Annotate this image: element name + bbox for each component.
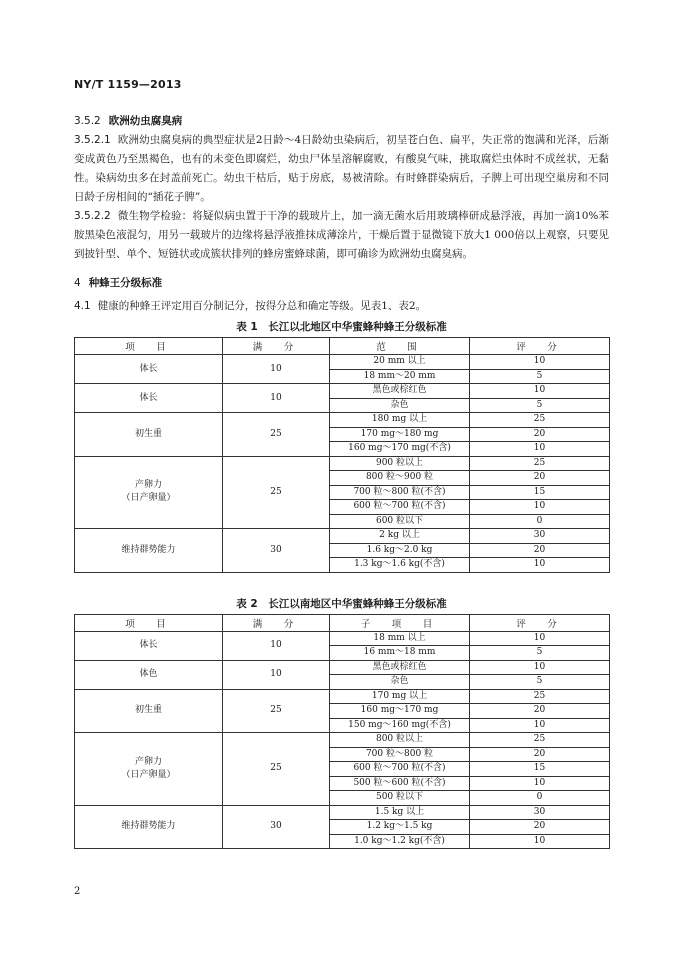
range-cell: 1.2 kg～1.5 kg <box>330 820 470 835</box>
item-name: 初生重 <box>134 428 162 439</box>
range-cell: 黑色或棕红色 <box>330 384 470 399</box>
item-cell <box>75 733 223 806</box>
score-cell: 15 <box>470 485 610 500</box>
item-cell <box>75 805 223 849</box>
heading-3-5-2 <box>74 112 609 131</box>
range-cell: 150 mg～160 mg(不含) <box>330 718 470 733</box>
item-name: 初生重 <box>134 705 162 716</box>
full-score-cell: 10 <box>223 660 330 689</box>
item-name: 维持群势能力 <box>121 821 176 832</box>
table-header-row <box>75 338 610 355</box>
table-row <box>75 689 610 704</box>
paragraph-text: 微生物学检验：将疑似病虫置于干净的载玻片上，加一滴无菌水后用玻璃棒研成悬浮液，再加一滴10%苯胺黑染色液混匀，用另一载玻片的边缘将悬浮液推抹成薄涂片，干燥后置于显微镜下放大1 000倍以上观察，只要见到披针型、单个、短链状或成簇状排列的蜂房蜜蜂球菌，即可确诊为欧洲幼虫腐臭病。 <box>74 210 609 260</box>
table-row <box>75 456 610 471</box>
item-subname: （日产卵量） <box>121 493 176 504</box>
range-cell: 800 粒～900 粒 <box>330 471 470 486</box>
score-cell: 5 <box>470 369 610 384</box>
paragraph-text: 欧洲幼虫腐臭病的典型症状是2日龄～4日龄幼虫染病后，初呈苍白色、扁平，失正常的饱满和光泽，后渐变成黄色乃至黑褐色，也有的未变色即腐烂，幼虫尸体呈溶解腐败，有酸臭气味，挑取腐烂虫体时不成丝状，无黏性。染病幼虫多在封盖前死亡。幼虫干枯后，贴于房底，易被清除。有时蜂群染病后，子脾上可出现空巢房和不同日龄子房相间的“插花子脾”。 <box>74 134 609 203</box>
table-row <box>75 660 610 675</box>
full-score-cell: 25 <box>223 733 330 806</box>
range-cell: 170 mg～180 mg <box>330 427 470 442</box>
range-cell: 600 粒～700 粒(不含) <box>330 500 470 515</box>
table-row <box>75 805 610 820</box>
section-number: 4.1 <box>74 300 91 312</box>
range-cell: 700 粒～800 粒(不含) <box>330 485 470 500</box>
range-cell: 170 mg 以上 <box>330 689 470 704</box>
score-cell: 25 <box>470 413 610 428</box>
item-cell <box>75 631 223 660</box>
score-cell: 30 <box>470 529 610 544</box>
score-cell: 20 <box>470 747 610 762</box>
section-title: 种蜂王分级标准 <box>88 277 163 289</box>
column-header: 满 分 <box>223 614 330 631</box>
heading-4 <box>74 274 609 293</box>
full-score-cell: 10 <box>223 631 330 660</box>
range-cell: 800 粒以上 <box>330 733 470 748</box>
table-row <box>75 733 610 748</box>
paragraph-3-5-2-2 <box>74 207 609 264</box>
score-cell: 10 <box>470 355 610 370</box>
item-name: 体长 <box>139 640 158 650</box>
table-row <box>75 631 610 646</box>
full-score-cell: 25 <box>223 413 330 457</box>
full-score-cell: 25 <box>223 456 330 529</box>
range-cell: 500 粒以下 <box>330 791 470 806</box>
item-cell <box>75 355 223 384</box>
score-cell: 10 <box>470 834 610 849</box>
table-2-title: 表 2 长江以南地区中华蜜蜂种蜂王分级标准 <box>236 597 447 610</box>
range-cell: 黑色或棕红色 <box>330 660 470 675</box>
range-cell: 180 mg 以上 <box>330 413 470 428</box>
section-number: 3.5.2.1 <box>74 134 111 146</box>
score-cell: 0 <box>470 791 610 806</box>
item-cell <box>75 660 223 689</box>
item-cell <box>75 456 223 529</box>
item-name: 产卵力 <box>134 756 162 767</box>
range-cell: 杂色 <box>330 398 470 413</box>
column-header: 项 目 <box>75 614 223 631</box>
range-cell: 18 mm 以上 <box>330 631 470 646</box>
range-cell: 160 mg～170 mg(不含) <box>330 442 470 457</box>
score-cell: 30 <box>470 805 610 820</box>
table-1 <box>74 337 610 573</box>
score-cell: 10 <box>470 631 610 646</box>
score-cell: 10 <box>470 660 610 675</box>
section-number: 4 <box>74 277 81 289</box>
section-title: 欧洲幼虫腐臭病 <box>108 115 183 127</box>
range-cell: 600 粒～700 粒(不含) <box>330 762 470 777</box>
score-cell: 25 <box>470 689 610 704</box>
range-cell: 700 粒～800 粒 <box>330 747 470 762</box>
item-cell <box>75 413 223 457</box>
score-cell: 25 <box>470 733 610 748</box>
score-cell: 20 <box>470 820 610 835</box>
table-header-row <box>75 614 610 631</box>
score-cell: 20 <box>470 427 610 442</box>
full-score-cell: 10 <box>223 355 330 384</box>
range-cell: 1.6 kg～2.0 kg <box>330 543 470 558</box>
full-score-cell: 30 <box>223 805 330 849</box>
range-cell: 1.3 kg～1.6 kg(不含) <box>330 558 470 573</box>
score-cell: 10 <box>470 718 610 733</box>
item-name: 体长 <box>139 392 158 403</box>
score-cell: 5 <box>470 398 610 413</box>
range-cell: 20 mm 以上 <box>330 355 470 370</box>
column-header: 项 目 <box>75 338 223 355</box>
table-row <box>75 355 610 370</box>
section-number: 3.5.2 <box>74 115 101 127</box>
range-cell: 16 mm～18 mm <box>330 646 470 661</box>
paragraph-text: 健康的种蜂王评定用百分制记分，按得分总和确定等级。见表1、表2。 <box>97 300 427 312</box>
score-cell: 5 <box>470 675 610 690</box>
full-score-cell: 25 <box>223 689 330 733</box>
item-cell <box>75 384 223 413</box>
range-cell: 600 粒以下 <box>330 514 470 529</box>
score-cell: 10 <box>470 442 610 457</box>
table-1-title: 表 1 长江以北地区中华蜜蜂种蜂王分级标准 <box>236 321 447 333</box>
score-cell: 10 <box>470 500 610 515</box>
range-cell: 杂色 <box>330 675 470 690</box>
table-2 <box>74 614 610 850</box>
paragraph-3-5-2-1 <box>74 131 609 207</box>
score-cell: 0 <box>470 514 610 529</box>
item-name: 体色 <box>139 669 158 679</box>
range-cell: 900 粒以上 <box>330 456 470 471</box>
section-number: 3.5.2.2 <box>74 210 111 222</box>
score-cell: 20 <box>470 471 610 486</box>
standard-code: NY/T 1159—2013 <box>74 78 182 91</box>
column-header: 评 分 <box>470 614 610 631</box>
document-body <box>74 112 609 849</box>
item-name: 维持群势能力 <box>121 544 176 555</box>
range-cell: 1.0 kg～1.2 kg(不含) <box>330 834 470 849</box>
range-cell: 2 kg 以上 <box>330 529 470 544</box>
score-cell: 20 <box>470 543 610 558</box>
item-subname: （日产卵量） <box>121 769 176 780</box>
full-score-cell: 30 <box>223 529 330 573</box>
table-row <box>75 413 610 428</box>
paragraph-4-1 <box>74 297 609 316</box>
full-score-cell: 10 <box>223 384 330 413</box>
score-cell: 15 <box>470 762 610 777</box>
range-cell: 18 mm～20 mm <box>330 369 470 384</box>
score-cell: 25 <box>470 456 610 471</box>
score-cell: 5 <box>470 646 610 661</box>
item-name: 产卵力 <box>134 480 162 491</box>
score-cell: 10 <box>470 558 610 573</box>
range-cell: 500 粒～600 粒(不含) <box>330 776 470 791</box>
range-cell: 160 mg～170 mg <box>330 704 470 719</box>
table-row <box>75 529 610 544</box>
table-row <box>75 384 610 399</box>
score-cell: 10 <box>470 384 610 399</box>
score-cell: 20 <box>470 704 610 719</box>
range-cell: 1.5 kg 以上 <box>330 805 470 820</box>
item-cell <box>75 689 223 733</box>
column-header: 评 分 <box>470 338 610 355</box>
column-header: 范 围 <box>330 338 470 355</box>
page-number: 2 <box>74 886 81 897</box>
score-cell: 10 <box>470 776 610 791</box>
item-cell <box>75 529 223 573</box>
column-header: 满 分 <box>223 338 330 355</box>
item-name: 体长 <box>139 363 158 374</box>
column-header: 子 项 目 <box>330 614 470 631</box>
